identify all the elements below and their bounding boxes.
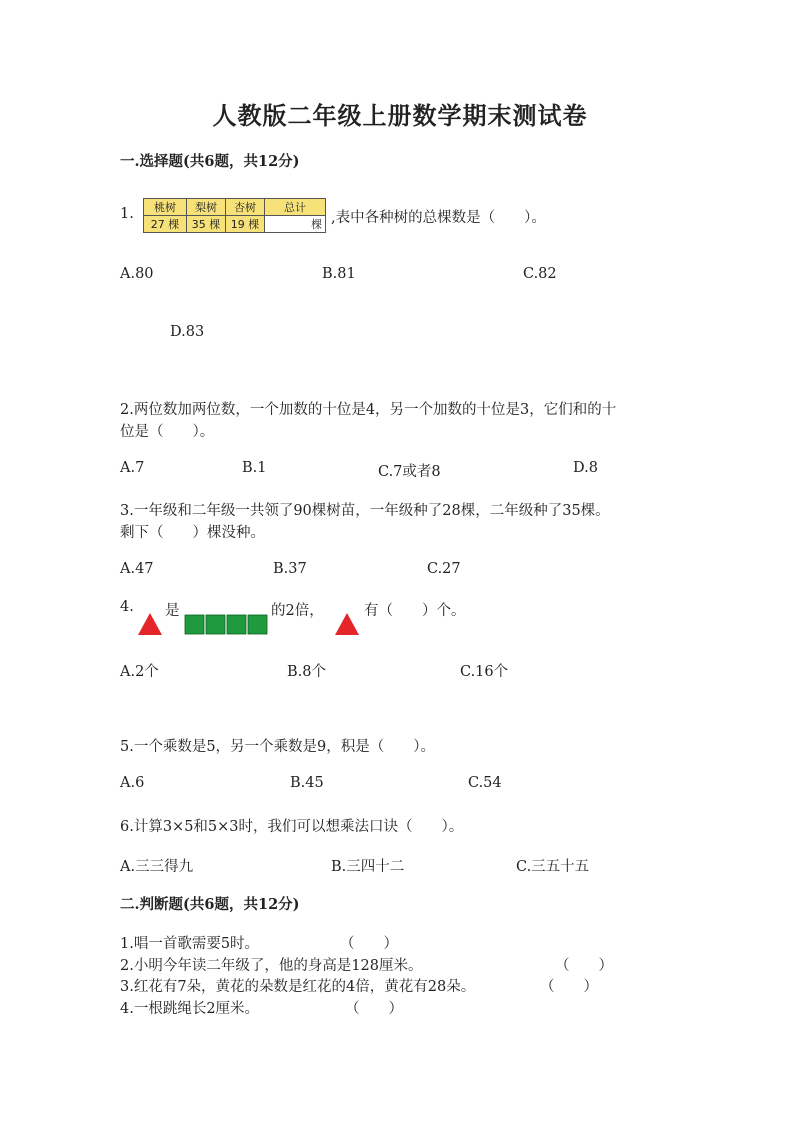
option-a: A.2个 [120,664,159,680]
question-4-is: 是 [165,603,180,619]
table-cell: 35 棵 [187,216,226,233]
table-cell: 19 棵 [226,216,265,233]
option-d: D.8 [573,460,598,476]
option-c: C.7或者8 [378,464,441,480]
judge-item-2: 2.小明今年读二年级了，他的身高是128厘米。 [120,958,423,974]
question-5-text: 5.一个乘数是5，另一个乘数是9，积是（ ）。 [120,739,436,755]
option-c: C.54 [468,775,502,791]
option-c: C.三五十五 [516,859,590,875]
option-a: A.47 [120,561,154,577]
option-a: A.7 [120,460,145,476]
green-squares-group [184,614,270,636]
question-2-line-2: 位是（ ）。 [120,424,215,440]
green-square-icon [248,615,267,634]
question-1-number: 1. [120,206,134,222]
option-b: B.1 [242,460,267,476]
table-row [144,199,326,216]
question-4-have: 有（ ）个。 [364,603,466,619]
table-row [144,216,326,233]
judge-item-3-paren: （ ） [540,979,598,995]
option-a: A.80 [120,266,154,282]
option-b: B.三四十二 [331,859,405,875]
judge-item-4: 4.一根跳绳长2厘米。 [120,1001,260,1017]
judge-item-1-paren: （ ） [340,936,398,952]
table-header-cell: 杏树 [226,199,265,216]
option-b: B.8个 [287,664,326,680]
section-heading-judge: 二.判断题(共6题，共12分) [120,896,300,913]
table-cell-total: 棵 [265,216,326,233]
option-c: C.82 [523,266,557,282]
question-6-text: 6.计算3×5和5×3时，我们可以想乘法口诀（ ）。 [120,819,464,835]
question-2-line-1: 2.两位数加两位数，一个加数的十位是4，另一个加数的十位是3，它们和的十 [120,402,617,418]
table-header-cell: 总计 [265,199,326,216]
table-cell: 27 棵 [144,216,187,233]
option-b: B.45 [290,775,324,791]
red-triangle-icon [334,612,360,636]
question-3-line-2: 剩下（ ）棵没种。 [120,525,265,541]
green-square-icon [206,615,225,634]
option-b: B.37 [273,561,307,577]
table-header-cell: 梨树 [187,199,226,216]
section-heading-choice: 一.选择题(共6题，共12分) [120,153,300,170]
green-square-icon [185,615,204,634]
option-c: C.27 [427,561,461,577]
green-square-icon [227,615,246,634]
tree-count-table [143,198,326,233]
question-4-times: 的2倍， [271,603,324,619]
question-1-text: ,表中各种树的总棵数是（ ）。 [331,210,546,226]
judge-item-2-paren: （ ） [555,958,613,974]
option-c: C.16个 [460,664,509,680]
option-a: A.三三得九 [120,859,194,875]
judge-item-3: 3.红花有7朵，黄花的朵数是红花的4倍，黄花有28朵。 [120,979,476,995]
question-3-line-1: 3.一年级和二年级一共领了90棵树苗，一年级种了28棵，二年级种了35棵。 [120,503,610,519]
red-triangle-icon [137,612,163,636]
option-b: B.81 [322,266,356,282]
option-d: D.83 [170,324,205,340]
judge-item-1: 1.唱一首歌需要5时。 [120,936,260,952]
option-a: A.6 [120,775,145,791]
page-title: 人教版二年级上册数学期末测试卷 [212,101,588,130]
judge-item-4-paren: （ ） [345,1001,403,1017]
table-header-cell: 桃树 [144,199,187,216]
question-4-number: 4. [120,599,134,615]
